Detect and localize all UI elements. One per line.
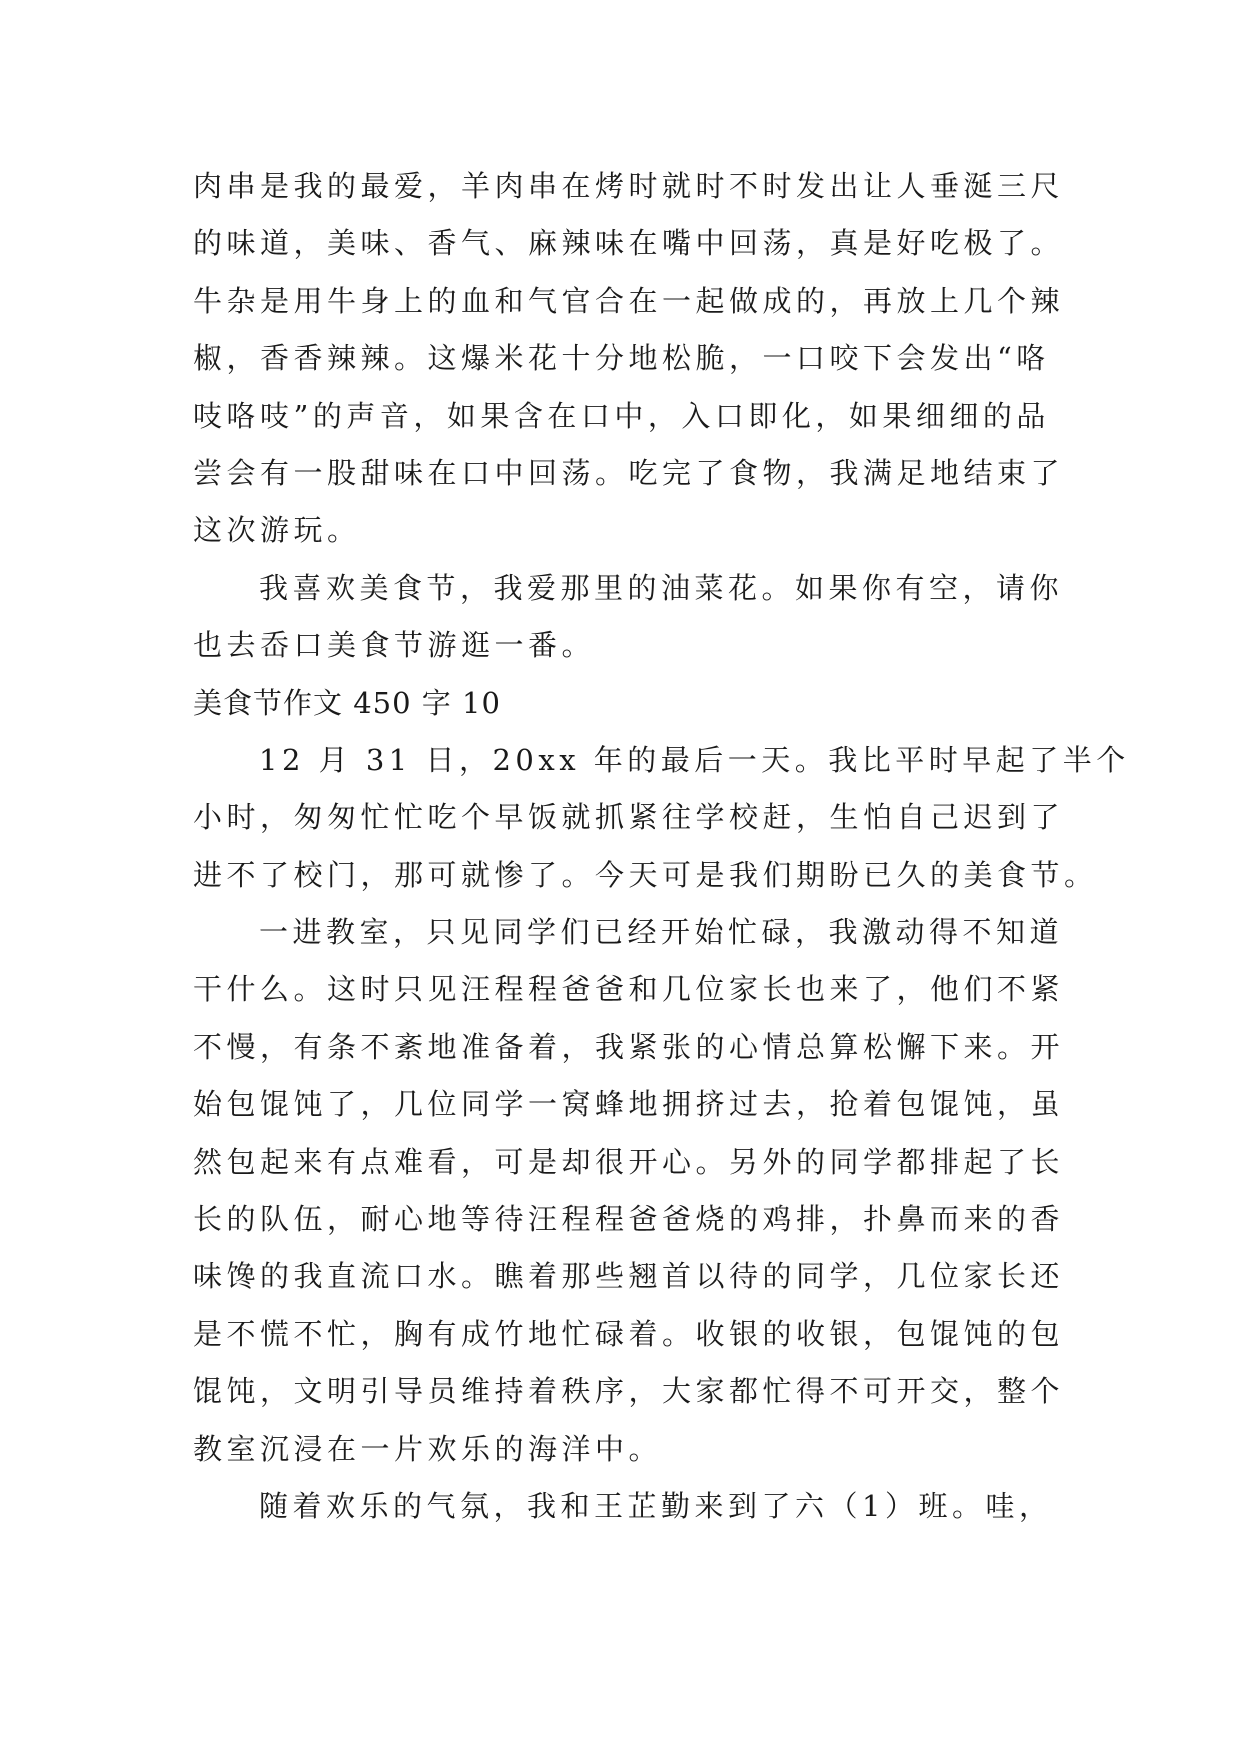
text-line: 尝会有一股甜味在口中回荡。吃完了食物，我满足地结束了: [193, 455, 1065, 490]
text-line: 吱咯吱”的声音，如果含在口中，入口即化，如果细细的品: [193, 398, 1050, 433]
text-line: 是不慌不忙，胸有成竹地忙碌着。收银的收银，包馄饨的包: [193, 1316, 1065, 1351]
text-line: 这次游玩。: [193, 513, 361, 548]
text-line: 肉串是我的最爱，羊肉串在烤时就时不时发出让人垂涎三尺: [193, 169, 1065, 203]
article-body: [193, 158, 1130, 1535]
text-line: 一进教室，只见同学们已经开始忙碌，我激动得不知道: [259, 915, 1064, 950]
text-line: 然包起来有点难看，可是却很开心。另外的同学都排起了长: [193, 1144, 1065, 1179]
text-line: 也去岙口美食节游逛一番。: [193, 628, 596, 663]
text-line: 干什么。这时只见汪程程爸爸和几位家长也来了，他们不紧: [193, 972, 1065, 1007]
text-line: 长的队伍，耐心地等待汪程程爸爸烧的鸡排，扑鼻而来的香: [193, 1202, 1065, 1237]
text-line: 12 月 31 日，20xx 年的最后一天。我比平时早起了半个: [259, 742, 1130, 777]
text-line: 进不了校门，那可就惨了。今天可是我们期盼已久的美食节。: [193, 857, 1098, 892]
text-line: 的味道，美味、香气、麻辣味在嘴中回荡，真是好吃极了。: [193, 226, 1065, 261]
text-line: 教室沉浸在一片欢乐的海洋中。: [193, 1431, 663, 1466]
text-line: 始包馄饨了，几位同学一窝蜂地拥挤过去，抢着包馄饨，虽: [193, 1087, 1065, 1122]
text-line: 小时，匆匆忙忙吃个早饭就抓紧往学校赶，生怕自己迟到了: [193, 800, 1065, 835]
section-heading: 美食节作文 450 字 10: [193, 685, 501, 720]
text-line: 味馋的我直流口水。瞧着那些翘首以待的同学，几位家长还: [193, 1259, 1065, 1294]
text-line: 馄饨，文明引导员维持着秩序，大家都忙得不可开交，整个: [193, 1374, 1065, 1409]
text-line: 椒，香香辣辣。这爆米花十分地松脆，一口咬下会发出“咯: [193, 341, 1050, 376]
text-line: 不慢，有条不紊地准备着，我紧张的心情总算松懈下来。开: [193, 1029, 1065, 1064]
text-line: 我喜欢美食节，我爱那里的油菜花。如果你有空，请你: [259, 570, 1064, 605]
text-line: 随着欢乐的气氛，我和王芷勤来到了六（1）班。哇，: [259, 1488, 1053, 1523]
text-line: 牛杂是用牛身上的血和气官合在一起做成的，再放上几个辣: [193, 283, 1065, 318]
